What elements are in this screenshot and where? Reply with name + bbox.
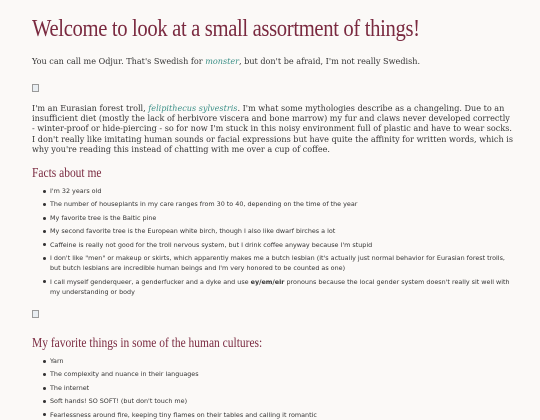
about-text-start: I'm an Eurasian forest troll, [32,103,149,113]
favorites-heading: My favorite things in some of the human cultures: [32,335,263,351]
favorite-item: Soft hands! SO SOFT! (but don't touch me) [50,396,514,406]
broken-image-2 [32,303,514,322]
favorite-item: The internet [50,383,514,393]
monster-link[interactable]: monster [205,56,240,66]
species-link[interactable]: felipithecus sylvestris [148,103,238,113]
fact-item: Caffeine is really not good for the troll nervous system, but I drink coffee anyway because I'm stupid [50,240,514,250]
about-text-end: . I'm what some mythologies describe as a changeling. Due to an insufficient diet (mostly the lack of herbivore viscera and bone marrow) my fur and claws never developed correctly - winter-proof or hide-piercing - so for now I'm stuck in this noisy environment full of plastic and have to wear socks. I don't really like imitating human sounds or facial expressions but have quite the affinity for written words, which is why you're reading this instead of chatting with me over a cup of coffee. [32,103,513,154]
page-title: Welcome to look at a small assortment of things! [32,16,420,42]
pronoun-text-start: I call myself genderqueer, a genderfucker and a dyke and use [50,277,251,286]
about-paragraph [32,103,514,154]
fact-item: I don't like "men" or makeup or skirts, which apparently makes me a butch lesbian (it's actually just normal behavior for Eurasian forest trolls, but butch lesbians are incredible human beings and I'm very honored to be counted as one) [50,253,514,273]
facts-list [32,186,514,297]
broken-image-icon [32,310,39,318]
pronoun-text-end: pronouns because the local gender system doesn't really sit well with my understanding or body [50,277,510,296]
broken-image-1 [32,77,514,96]
favorites-list [32,356,514,420]
pronouns-bold: ey/em/eir [250,277,285,286]
intro-text-end: , but don't be afraid, I'm not really Swedish. [239,56,421,66]
favorite-item: Yarn [50,356,514,366]
fact-item: My second favorite tree is the European white birch, though I also like dwarf birches a lot [50,226,514,236]
fact-item: My favorite tree is the Baltic pine [50,213,514,223]
favorite-item: Fearlessness around fire, keeping tiny flames on their tables and calling it romantic [50,410,514,420]
fact-item-pronouns [50,277,514,297]
fact-item: I'm 32 years old [50,186,514,196]
intro-paragraph [32,56,514,67]
favorite-item: The complexity and nuance in their languages [50,369,514,379]
facts-heading: Facts about me [32,166,102,182]
intro-text-start: You can call me Odjur. That's Swedish for [32,56,206,66]
fact-item: The number of houseplants in my care ranges from 30 to 40, depending on the time of the year [50,199,514,209]
broken-image-icon [32,84,39,92]
